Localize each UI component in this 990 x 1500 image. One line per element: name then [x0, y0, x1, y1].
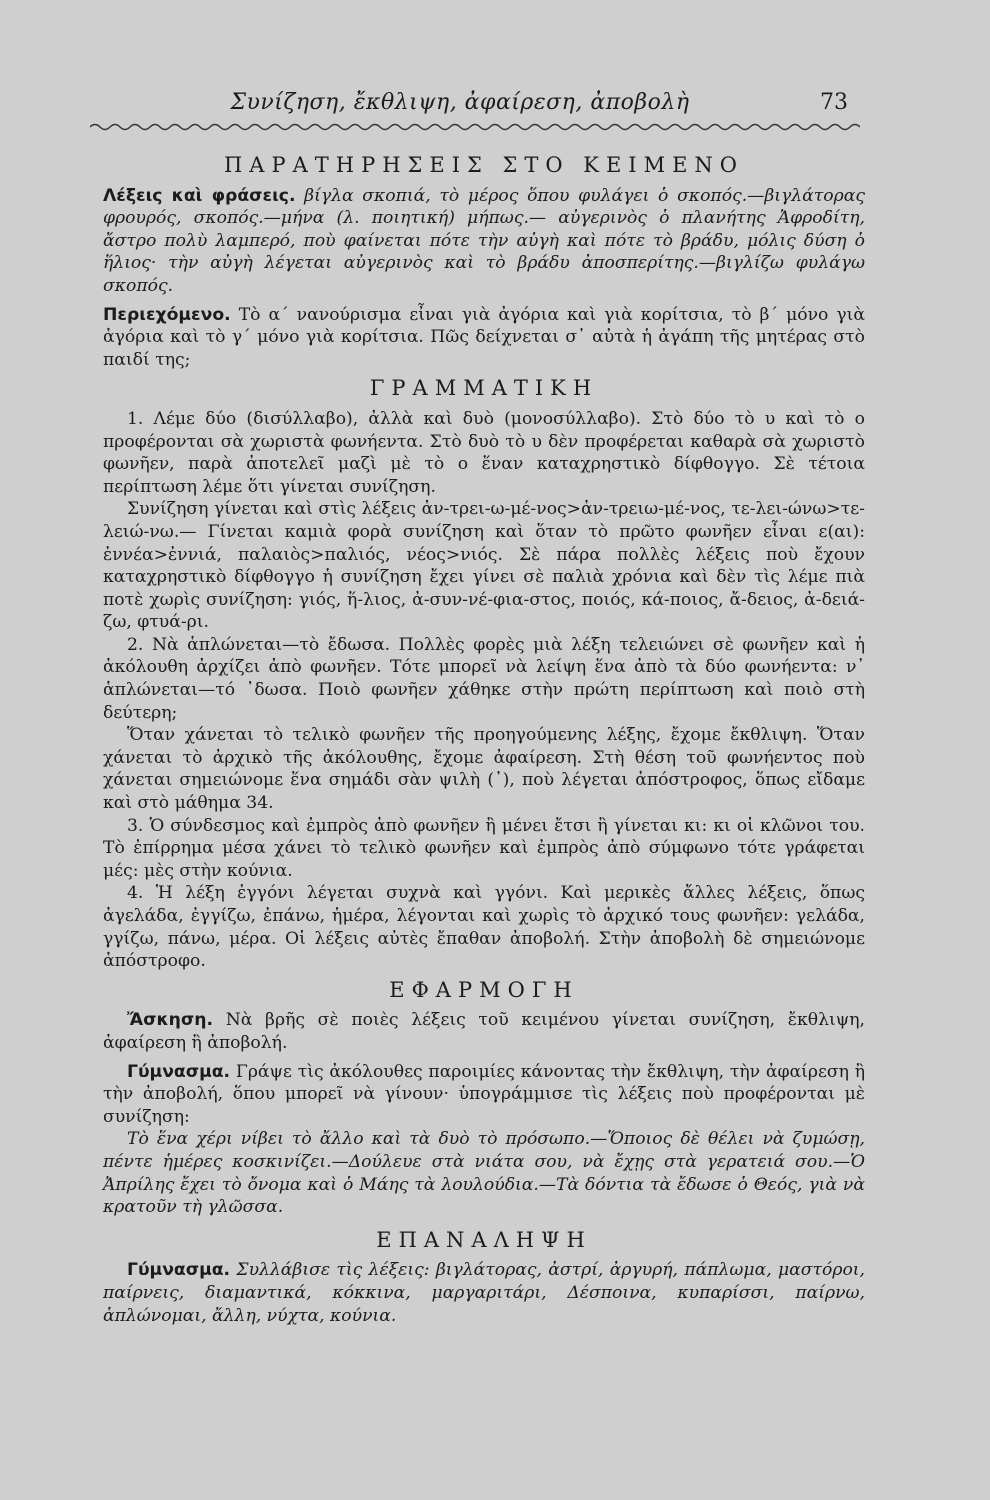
page-number: 73 — [820, 90, 848, 115]
running-header — [0, 90, 990, 120]
content-label: Περιεχόμενο. — [103, 304, 231, 325]
observations-heading: ΠΑΡΑΤΗΡΗΣΕΙΣ ΣΤΟ ΚΕΙΜΕΝΟ — [223, 153, 745, 177]
grammar-paragraph-5: 3. Ὁ σύνδεσμος καὶ ἐμπρὸς ἀπὸ φωνῆεν ἢ μένει ἔτσι ἢ γίνεται κι: κι οἱ κλῶνοι του. Τὸ ἐπίρρημα μέσα χάνει τὸ τελικὸ φωνῆεν καὶ ἐμπρὸς ἀπὸ σύμφωνο τότε γράφεται μές: μὲς στὴν κούνια. — [103, 815, 865, 881]
review-gym-label: Γύμνασμα. — [127, 1260, 231, 1281]
proverbs-paragraph: Τὸ ἕνα χέρι νίβει τὸ ἄλλο καὶ τὰ δυὸ τὸ πρόσωπο.—Ὅποιος δὲ θέλει νὰ ζυμώσῃ, πέντε ἡμέρες κοσκινίζει.—Δούλευε στὰ νιάτα σου, νὰ ἔχῃς στὰ γερατειά σου.—Ὁ Ἀπρίλης ἔχει τὸ ὄνομα καὶ ὁ Μάης τὰ λουλούδια.—Τὰ δόντια τὰ ἔδωσε ὁ Θεός, γιὰ νὰ κρατοῦν τὴ γλῶσσα. — [103, 1129, 865, 1218]
grammar-paragraph-4: Ὅταν χάνεται τὸ τελικὸ φωνῆεν τῆς προηγούμενης λέξης, ἔχομε ἔκθλιψη. Ὅταν χάνεται τὸ ἀρχικὸ τῆς ἀκόλουθης, ἔχομε ἀφαίρεση. Στὴ θέση τοῦ φωνήεντος ποὺ χάνεται σημειώνομε ἕνα σημάδι σὰν ψιλὴ (᾽), ποὺ λέγεται ἀπόστροφος, ὅπως εἴδαμε καὶ στὸ μάθημα 34. — [103, 725, 865, 814]
words-label: Λέξεις καὶ φράσεις. — [103, 185, 296, 206]
grammar-heading: ΓΡΑΜΜΑΤΙΚΗ — [369, 376, 599, 401]
grammar-paragraph-6: 4. Ἡ λέξη ἐγγόνι λέγεται συχνὰ καὶ γγόνι. Καὶ μερικὲς ἄλλες λέξεις, ὅπως ἀγελάδα, ἐγγίζω, ἐπάνω, ἡμέρα, λέγονται καὶ χωρὶς τὸ ἀρχικό τους φωνῆεν: γελάδα, γγίζω, πάνω, μέρα. Οἱ λέξεις αὐτὲς ἔπαθαν ἀποβολή. Στὴν ἀποβολὴ δὲ σημειώνομε ἀπόστροφο. — [103, 883, 865, 972]
application-heading: ΕΦΑΡΜΟΓΗ — [389, 977, 579, 1002]
application-gym-text: Γράψε τὶς ἀκόλουθες παροιμίες κάνοντας τὴν ἔκθλιψη, τὴν ἀφαίρεση ἢ τὴν ἀποβολή, ὅπου μπορεῖ νὰ γίνουν· ὑπογράμμισε τὶς λέξεις ποὺ προφέρονται μὲ συνίζηση: — [103, 1061, 865, 1127]
exercise-text: Νὰ βρῆς σὲ ποιὲς λέξεις τοῦ κειμένου γίνεται συνίζηση, ἔκθλιψη, ἀφαίρεση ἢ ἀποβολή. — [103, 1010, 865, 1053]
application-gym-paragraph — [103, 1061, 865, 1129]
grammar-paragraph-3: 2. Νὰ ἁπλώνεται—τὸ ἔδωσα. Πολλὲς φορὲς μιὰ λέξη τελειώνει σὲ φωνῆεν καὶ ἡ ἀκόλουθη ἀρχίζει ἀπὸ φωνῆεν. Τότε μπορεῖ νὰ λείψη ἕνα ἀπὸ τὰ δύο φωνήεντα: ν᾽ ἁπλώνεται—τό ᾽δωσα. Ποιὸ φωνῆεν χάθηκε στὴν πρώτη περίπτωση καὶ ποιὸ στὴ δεύτερη; — [103, 634, 865, 723]
exercise-label: Ἄσκηση. — [127, 1010, 214, 1031]
words-paragraph — [103, 185, 865, 298]
content-text: Τὸ α΄ νανούρισμα εἶναι γιὰ ἀγόρια καὶ γιὰ κορίτσια, τὸ β΄ μόνο γιὰ ἀγόρια καὶ τὸ γ΄ μόνο γιὰ κορίτσια. Πῶς δείχνεται σ᾽ αὐτὰ ἡ ἀγάπη τῆς μητέρας στὸ παιδί της; — [103, 304, 865, 370]
exercise-paragraph — [103, 1009, 865, 1054]
content-paragraph — [103, 304, 865, 372]
wavy-rule — [90, 122, 860, 132]
grammar-paragraph-1: 1. Λέμε δύο (δισύλλαβο), ἀλλὰ καὶ δυὸ (μονοσύλλαβο). Στὸ δύο τὸ υ καὶ τὸ ο προφέρονται σὰ χωριστὰ φωνήεντα. Στὸ δυὸ τὸ υ δὲν προφέρεται καθαρὰ σὰ χωριστὸ φωνῆεν, παρὰ ἀποτελεῖ μαζὶ μὲ τὸ ο ἕναν καταχρηστικὸ δίφθογγο. Σὲ τέτοια περίπτωση λέμε ὅτι γίνεται συνίζηση. — [103, 408, 865, 497]
running-title: Συνίζηση, ἔκθλιψη, ἀφαίρεση, ἀποβολὴ — [230, 90, 690, 115]
words-text: βίγλα σκοπιά, τὸ μέρος ὅπου φυλάγει ὁ σκοπός.—βιγλάτορας φρουρός, σκοπός.—μήνα (λ. ποιητική) μήπως.— αὐγερινὸς ὁ πλανήτης Ἀφροδίτη, ἄστρο πολὺ λαμπερό, ποὺ φαίνεται πότε τὴν αὐγὴ καὶ πότε τὸ βράδυ, μόλις δύση ὁ ἥλιος· τὴν αὐγὴ λέγεται αὐγερινὸς καὶ τὸ βράδυ ἀποσπερίτης.—βιγλίζω φυλάγω σκοπός. — [103, 185, 865, 296]
page-body — [103, 148, 865, 1327]
review-gym-text: Συλλάβισε τὶς λέξεις: βιγλάτορας, ἀστρί, ἀργυρή, πάπλωμα, μαστόροι, παίρνεις, διαμαντικά, κόκκινα, μαργαριτάρι, Δέσποινα, κυπαρίσσι, παίρνω, ἁπλώνομαι, ἄλλη, νύχτα, κούνια. — [103, 1260, 865, 1326]
grammar-paragraph-2: Συνίζηση γίνεται καὶ στὶς λέξεις ἀν-τρει-ω-μέ-νος>ἀν-τρειω-μέ-νος, τε-λει-ώνω>τε-λειώ-νω.— Γίνεται καμιὰ φορὰ συνίζηση καὶ ὅταν τὸ πρῶτο φωνῆεν εἶναι ε(αι): ἐννέα>ἐννιά, παλαιὸς>παλιός, νέος>νιός. Σὲ πάρα πολλὲς λέξεις ποὺ ἔχουν καταχρηστικὸ δίφθογγο ἡ συνίζηση ἔχει γίνει σὲ παλιὰ χρόνια καὶ δὲν τὶς λέμε πιὰ ποτὲ χωρὶς συνίζηση: γιός, ἥ-λιος, ἀ-συν-νέ-φια-στος, ποιός, κά-ποιος, ἄ-δειος, ἀ-δειά-ζω, φτυά-ρι. — [103, 499, 865, 633]
review-gym-paragraph — [103, 1259, 865, 1327]
review-heading: ΕΠΑΝΑΛΗΨΗ — [376, 1227, 592, 1252]
application-gym-label: Γύμνασμα. — [127, 1061, 231, 1082]
